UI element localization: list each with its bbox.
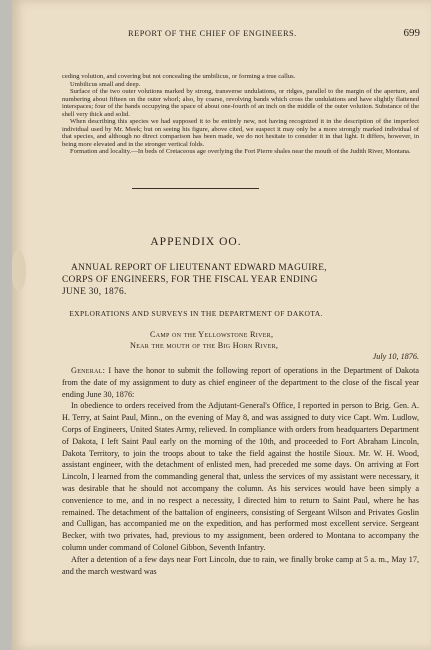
dateline-camp: Camp on the Yellowstone River, bbox=[150, 330, 274, 339]
document-page bbox=[12, 0, 431, 650]
running-title: REPORT OF THE CHIEF OF ENGINEERS. bbox=[128, 29, 297, 38]
report-title-line: ANNUAL REPORT OF LIEUTENANT EDWARD MAGUIRE, bbox=[71, 263, 327, 273]
paragraph-described: When describing this species we had supposed it to be entirely new, not having recognized it in the description of the imperfect individual used by Mr. Meek; but on seeing his figure, above cited, we suspect it may only be a more strongly marked individual of that species, and although no direct comparison has been made, we do not hesitate to consider it in that light. It differs, however, in being more elevated and in the stronger vertical folds. bbox=[62, 118, 419, 148]
text-line: Umbilicus small and deep. bbox=[70, 80, 141, 88]
dateline-location: Near the mouth of the Big Horn River, bbox=[130, 341, 279, 350]
report-title bbox=[62, 262, 419, 298]
page-header bbox=[62, 27, 422, 43]
report-title-line: CORPS OF ENGINEERS, FOR THE FISCAL YEAR ENDING bbox=[62, 275, 318, 285]
paragraph-general bbox=[62, 365, 419, 400]
general-label: General: bbox=[71, 366, 106, 375]
dateline bbox=[62, 329, 419, 362]
text-line: ceding volution, and covering but not concealing the umbilicus, or forming a true callus. bbox=[62, 73, 296, 80]
paragraph-surface: Surface of the two outer volutions marked by strong, transverse undulations, or ridges, parallel to the margin of the aperture, and numbering about fifteen on the outer whorl; also, by coarse, revolving bands which cross the undulations and have slightly flattened interspaces; four of the bands occupying the space of about one-fourth of an inch on the middle of the outer volution. Substance of the shell very thick and solid. bbox=[62, 88, 419, 118]
page-number: 699 bbox=[403, 27, 420, 39]
paragraph-formation: Formation and locality.—In beds of Cretaceous age overlying the Fort Pierre shales near the mouth of the Judith River, Montana. bbox=[70, 148, 411, 155]
paragraph-march: After a detention of a few days near Fort Lincoln, due to rain, we finally broke camp at 5 a. m., May 17, and the march westward was bbox=[62, 554, 419, 576]
report-title-line: JUNE 30, 1876. bbox=[62, 287, 127, 297]
top-text bbox=[62, 73, 419, 156]
paragraph-orders: In obedience to orders received from the Adjutant-General's Office, I reported in person to Brig. Gen. A. H. Terry, at Saint Paul, Minn., on the evening of May 8, and was assigned to duty vice Capt. Wm. Ludlow, Corps of Engineers, United States Army, relieved. In compliance with orders from headquarters Department of Dakota, I left Saint Paul early on the morning of the 10th, and proceeded to Fort Abraham Lincoln, Dakota Territory, to join the troops about to take the field against the hostile Sioux. Mr. W. H. Wood, assistant engineer, with the detachment of enlisted men, had preceded me some days. On arriving at Fort Lincoln, I learned from the commanding general that, unless the services of my assistant were necessary, it was desirable that he should not accompany the column. As his services would have been simply a convenience to me, and in no respect a necessity, I directed him to return to Saint Paul, where he has remained. The detachment of the battalion of engineers, consisting of Sergeant Wilson and Privates Goslin and Culligan, has accompanied me on the expedition, and has performed most excellent service. Sergeant Becker, with two privates, had, previous to my assignment, been ordered to Montana to accompany the column under command of Colonel Gibbon, Seventh Infantry. bbox=[62, 401, 419, 552]
report-subtitle: EXPLORATIONS AND SURVEYS IN THE DEPARTMENT OF DAKOTA. bbox=[69, 309, 323, 318]
appendix-label: APPENDIX OO. bbox=[150, 236, 242, 248]
dateline-date: July 10, 1876. bbox=[372, 352, 419, 361]
section-divider bbox=[132, 188, 259, 189]
report-body bbox=[62, 365, 419, 577]
torn-edge bbox=[12, 250, 26, 290]
paragraph-general-text: I have the honor to submit the following report of operations in the Department of Dakota from the date of my assignment to duty as chief engineer of the department to the close of the fiscal year ending June 30, 1876: bbox=[62, 366, 419, 399]
